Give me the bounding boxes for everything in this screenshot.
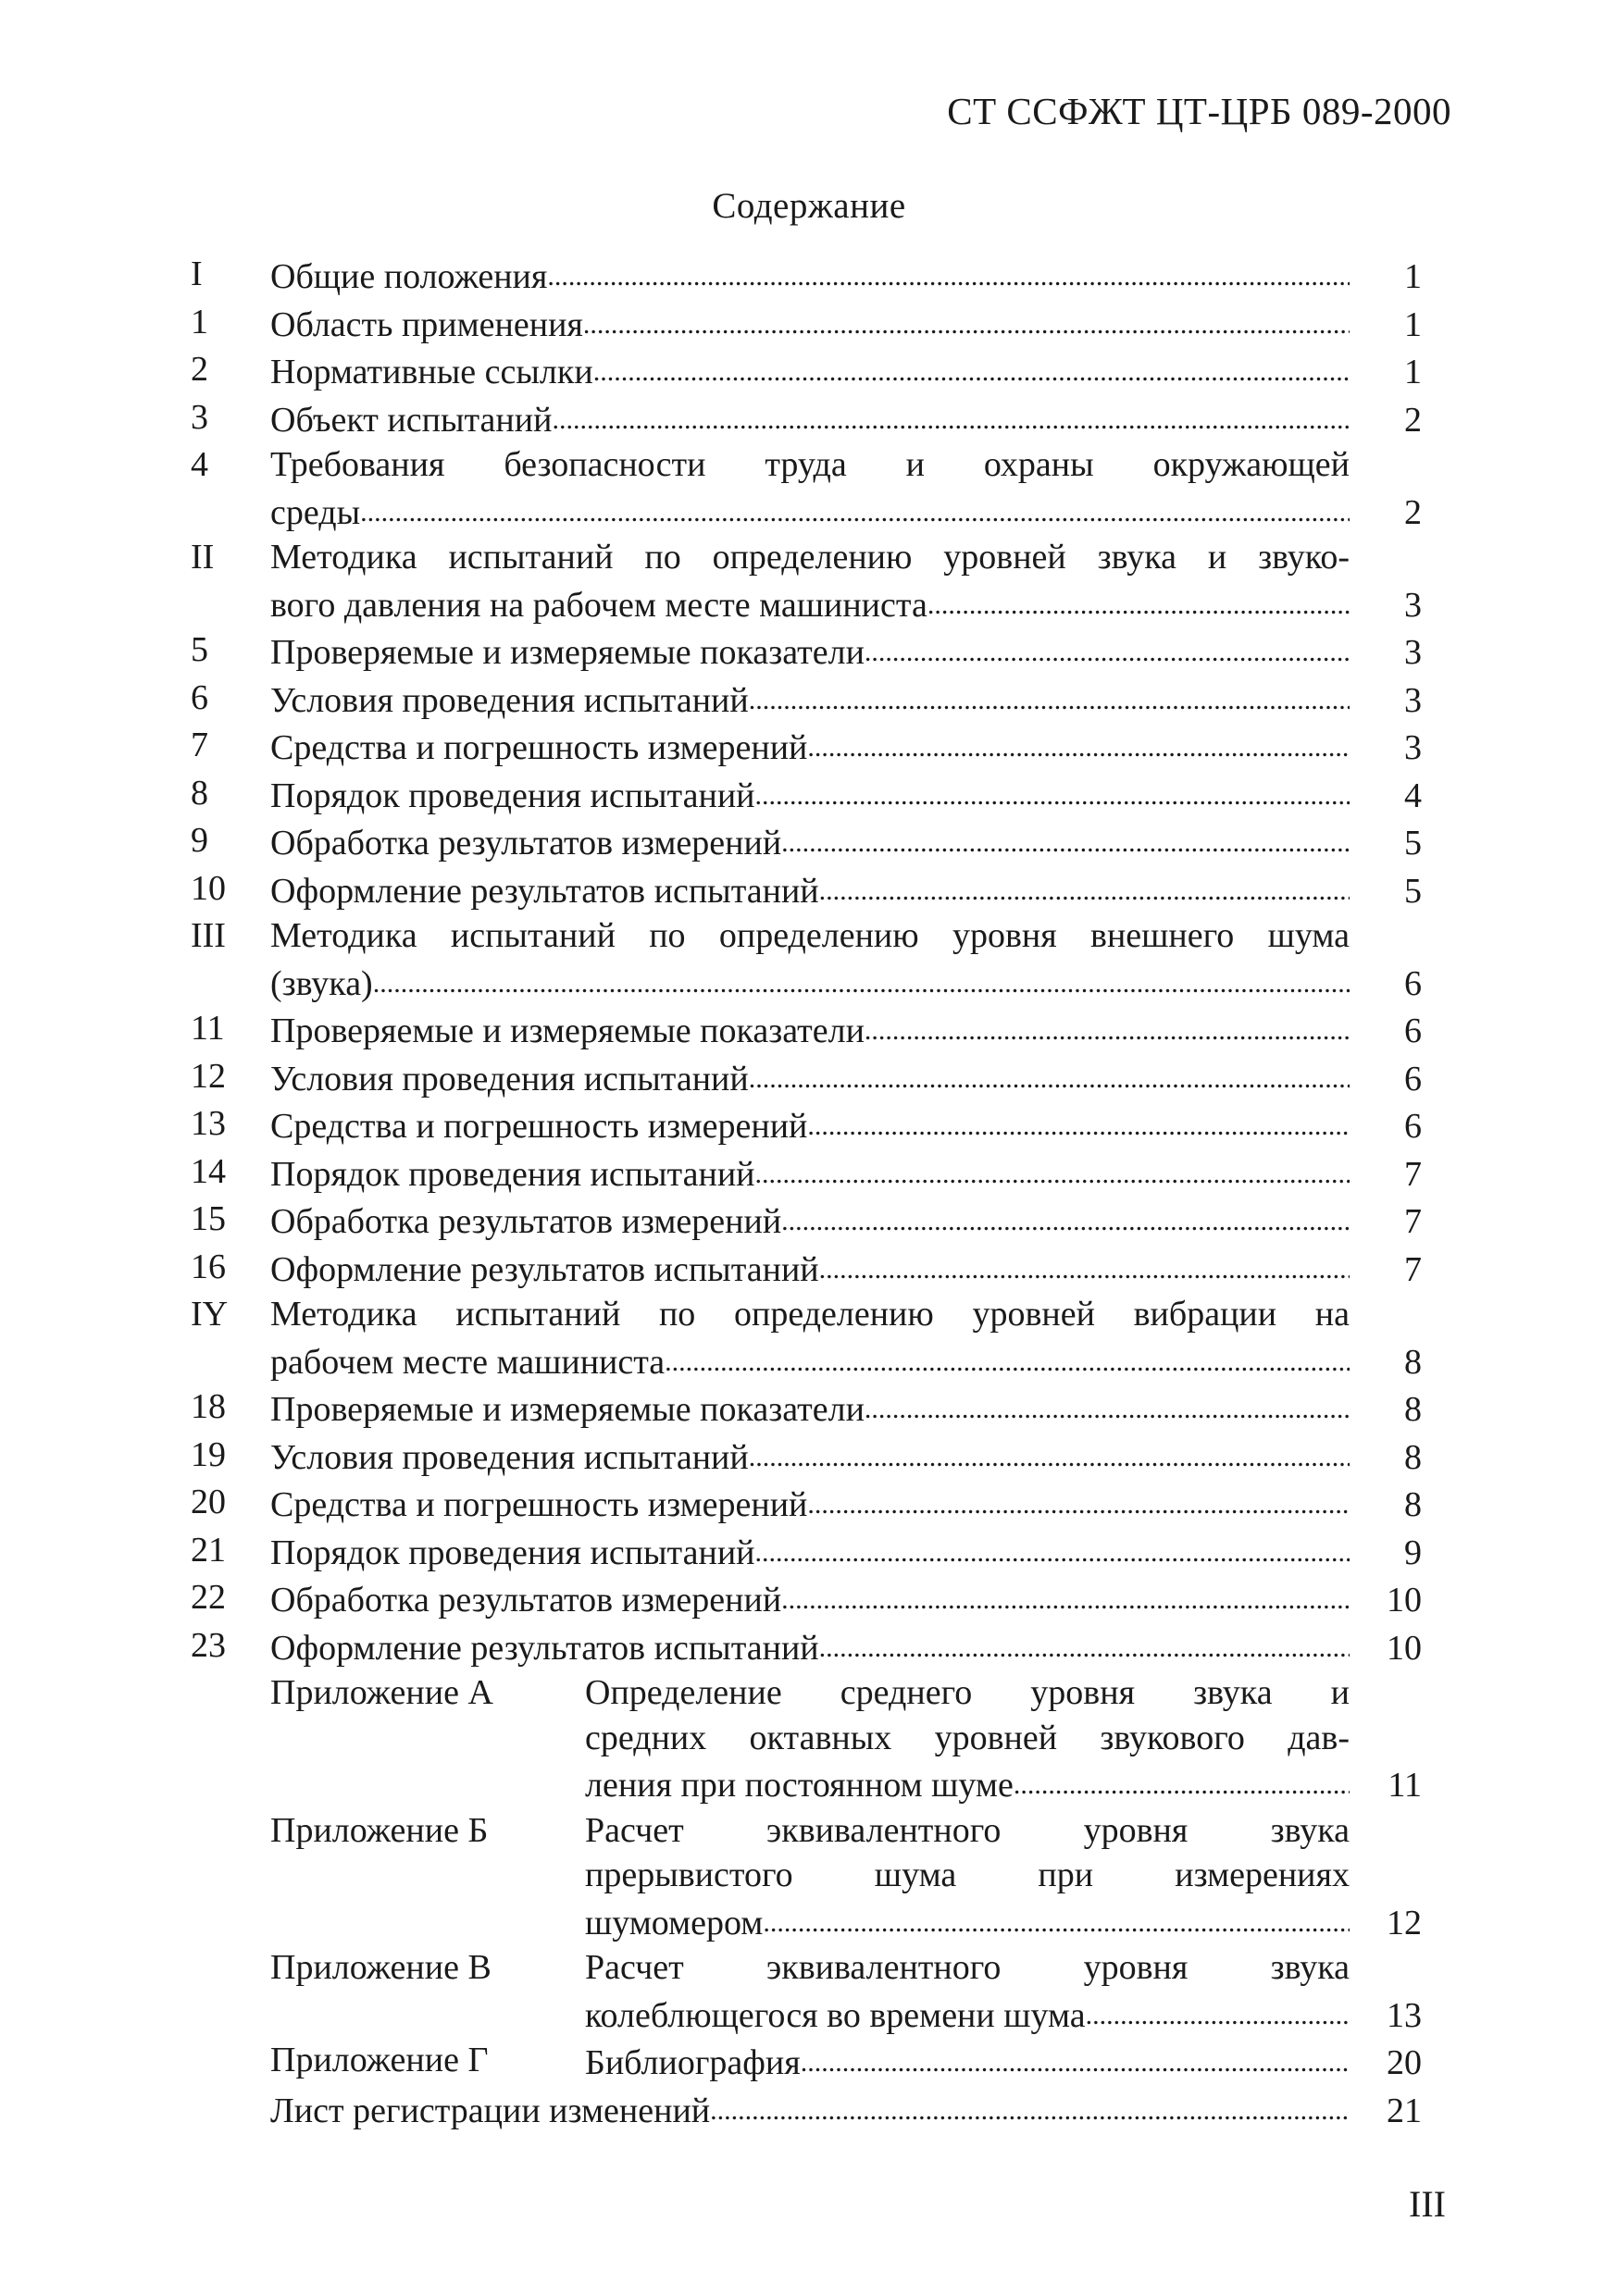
entry-page: 20 bbox=[1387, 2043, 1422, 2082]
entry-page: 3 bbox=[1404, 728, 1422, 767]
entry-page: 13 bbox=[1387, 1995, 1422, 2035]
toc-entry[interactable] bbox=[191, 1433, 1422, 1481]
entry-text bbox=[270, 1245, 1350, 1293]
entry-last-line bbox=[270, 1337, 1350, 1385]
entry-text bbox=[270, 1197, 1350, 1245]
dot-leader bbox=[593, 347, 1350, 395]
entry-body bbox=[270, 676, 1422, 724]
dot-leader bbox=[665, 1337, 1350, 1385]
entry-number: 20 bbox=[191, 1483, 226, 1521]
entry-last-line bbox=[270, 1623, 1350, 1671]
dot-leader bbox=[755, 771, 1350, 819]
dot-leader bbox=[552, 395, 1350, 443]
dot-leader bbox=[360, 488, 1350, 536]
entry-page: 9 bbox=[1404, 1533, 1422, 1572]
entry-number: 5 bbox=[191, 630, 208, 669]
entry-text-line: рабочем месте машиниста bbox=[270, 1342, 666, 1382]
entry-page: 21 bbox=[1387, 2091, 1422, 2130]
entry-body bbox=[270, 1575, 1422, 1623]
entry-last-line bbox=[270, 1101, 1350, 1149]
changes-sheet-body bbox=[270, 2086, 1422, 2134]
entry-last-line bbox=[270, 2086, 1350, 2134]
entry-number: 6 bbox=[191, 677, 208, 717]
entry-page: 5 bbox=[1404, 871, 1422, 911]
entry-page: 2 bbox=[1404, 400, 1422, 440]
entry-number: 16 bbox=[191, 1247, 226, 1286]
entry-page: 6 bbox=[1404, 1011, 1422, 1050]
entry-page: 6 bbox=[1404, 963, 1422, 1003]
dot-leader bbox=[755, 1149, 1350, 1198]
entry-body bbox=[270, 252, 1422, 300]
entry-text bbox=[585, 1945, 1350, 2038]
entry-page: 12 bbox=[1387, 1903, 1422, 1942]
entry-last-line bbox=[270, 580, 1350, 628]
entry-last-line bbox=[270, 866, 1350, 914]
entry-page: 3 bbox=[1404, 680, 1422, 720]
toc-entry[interactable] bbox=[191, 818, 1422, 866]
entry-text-line: ления при постоянном шуме bbox=[585, 1766, 1014, 1805]
entry-last-line bbox=[270, 959, 1350, 1007]
entry-text-line: Библиография bbox=[585, 2043, 801, 2082]
entry-text-line: Методика испытаний по определению уровней вибрации на bbox=[270, 1295, 1350, 1334]
entry-number: IY bbox=[191, 1295, 229, 1334]
entry-text-line: Оформление результатов испытаний bbox=[270, 1249, 819, 1289]
entry-text bbox=[270, 818, 1350, 866]
dot-leader bbox=[373, 959, 1350, 1007]
dot-leader bbox=[755, 1528, 1350, 1576]
entry-text bbox=[270, 1575, 1350, 1623]
entry-text bbox=[270, 1384, 1350, 1433]
toc-entry[interactable] bbox=[191, 723, 1422, 771]
entry-text bbox=[270, 535, 1350, 627]
entry-body bbox=[270, 818, 1422, 866]
entry-last-line bbox=[270, 488, 1350, 536]
toc-entry[interactable] bbox=[191, 1575, 1422, 1623]
toc-appendix-entry[interactable] bbox=[191, 1808, 1422, 1946]
entry-body bbox=[270, 1197, 1422, 1245]
toc-appendix-entry[interactable] bbox=[191, 1670, 1422, 1808]
entry-last-line bbox=[270, 1006, 1350, 1054]
entry-text bbox=[270, 1480, 1350, 1528]
entry-last-line bbox=[270, 1575, 1350, 1623]
entry-text-line: Нормативные ссылки bbox=[270, 353, 593, 391]
entry-body bbox=[270, 1623, 1422, 1671]
entry-body bbox=[270, 1480, 1422, 1528]
entry-text bbox=[585, 1670, 1350, 1808]
entry-body bbox=[270, 1528, 1422, 1576]
appendix-body bbox=[270, 1945, 1422, 2038]
toc-entry[interactable] bbox=[191, 1384, 1422, 1433]
entry-page: 3 bbox=[1404, 585, 1422, 625]
entry-body bbox=[270, 442, 1422, 535]
entry-page: 8 bbox=[1404, 1342, 1422, 1382]
entry-page: 7 bbox=[1404, 1202, 1422, 1241]
dot-leader bbox=[710, 2086, 1350, 2134]
entry-body bbox=[270, 1433, 1422, 1481]
toc-title: Содержание bbox=[712, 186, 906, 226]
entry-text bbox=[270, 300, 1350, 348]
toc-entry[interactable] bbox=[191, 1292, 1422, 1384]
entry-page: 1 bbox=[1404, 257, 1422, 296]
entry-page: 10 bbox=[1387, 1628, 1422, 1668]
entry-text-line: колеблющегося во времени шума bbox=[585, 1995, 1086, 2035]
entry-text-line: Требования безопасности труда и охраны окружающей bbox=[270, 445, 1350, 484]
toc-entry[interactable] bbox=[191, 252, 1422, 300]
entry-text-line: Порядок проведения испытаний bbox=[270, 1533, 755, 1572]
toc-entry[interactable] bbox=[191, 1480, 1422, 1528]
entry-last-line bbox=[270, 627, 1350, 676]
entry-page: 8 bbox=[1404, 1485, 1422, 1524]
dot-leader bbox=[781, 1575, 1350, 1623]
entry-body bbox=[270, 535, 1422, 627]
entry-last-line bbox=[270, 300, 1350, 348]
entry-text-line: Порядок проведения испытаний bbox=[270, 776, 755, 815]
entry-number: 4 bbox=[191, 445, 208, 484]
entry-text-line: Оформление результатов испытаний bbox=[270, 1628, 819, 1668]
appendix-body bbox=[270, 1808, 1422, 1946]
dot-leader bbox=[1014, 1760, 1350, 1808]
entry-page: 1 bbox=[1404, 304, 1422, 344]
dot-leader bbox=[865, 1384, 1350, 1433]
entry-number: 8 bbox=[191, 773, 208, 813]
appendix-label: Приложение Б bbox=[270, 1810, 489, 1850]
entry-last-line bbox=[270, 1245, 1350, 1293]
entry-page: 5 bbox=[1404, 824, 1422, 863]
entry-text bbox=[270, 866, 1350, 914]
dot-leader bbox=[749, 676, 1350, 724]
entry-body bbox=[270, 395, 1422, 443]
dot-leader bbox=[583, 300, 1350, 348]
dot-leader bbox=[1086, 1991, 1350, 2039]
toc-entry[interactable] bbox=[191, 866, 1422, 914]
entry-number: 21 bbox=[191, 1530, 226, 1570]
entry-text-line: Средства и погрешность измерений bbox=[270, 1485, 808, 1524]
dot-leader bbox=[781, 818, 1350, 866]
entry-text bbox=[270, 395, 1350, 443]
toc-entry[interactable] bbox=[191, 1054, 1422, 1102]
entry-text-line: Средства и погрешность измерений bbox=[270, 728, 808, 767]
entry-body bbox=[270, 1149, 1422, 1198]
entry-text bbox=[270, 1101, 1350, 1149]
entry-text-line: Общие положения bbox=[270, 257, 548, 296]
entry-text bbox=[270, 1528, 1350, 1576]
entry-body bbox=[270, 627, 1422, 676]
entry-number: I bbox=[191, 254, 203, 293]
entry-body bbox=[270, 866, 1422, 914]
toc-entry[interactable] bbox=[191, 627, 1422, 676]
entry-text-line: Условия проведения испытаний bbox=[270, 1437, 749, 1477]
entry-number: 10 bbox=[191, 868, 226, 908]
entry-last-line bbox=[270, 1480, 1350, 1528]
table-of-contents bbox=[191, 252, 1422, 2133]
toc-entry[interactable] bbox=[191, 1197, 1422, 1245]
entry-text-line: Расчет эквивалентного уровня звука bbox=[585, 1810, 1350, 1850]
appendix-label: Приложение Г bbox=[270, 2041, 489, 2079]
entry-number: 18 bbox=[191, 1387, 226, 1426]
entry-text bbox=[270, 1623, 1350, 1671]
entry-last-line bbox=[270, 1384, 1350, 1433]
entry-last-line bbox=[585, 2038, 1350, 2086]
appendix-label: Приложение А bbox=[270, 1673, 493, 1712]
entry-number: 1 bbox=[191, 302, 208, 341]
toc-entry[interactable] bbox=[191, 535, 1422, 627]
entry-text-line: Методика испытаний по определению уровней звука и звуко- bbox=[270, 538, 1350, 577]
entry-text-line: Обработка результатов измерений bbox=[270, 1581, 782, 1620]
entry-text-line: Оформление результатов испытаний bbox=[270, 871, 819, 911]
entry-last-line bbox=[270, 347, 1350, 395]
entry-page: 2 bbox=[1404, 492, 1422, 532]
entry-body bbox=[270, 347, 1422, 395]
dot-leader bbox=[807, 1480, 1350, 1528]
appendix-body bbox=[270, 2038, 1422, 2086]
entry-number: 11 bbox=[191, 1009, 225, 1048]
entry-number: 23 bbox=[191, 1625, 226, 1665]
entry-page: 6 bbox=[1404, 1059, 1422, 1098]
entry-page: 4 bbox=[1404, 776, 1422, 815]
entry-last-line bbox=[270, 1433, 1350, 1481]
entry-text-line: вого давления на рабочем месте машиниста bbox=[270, 585, 927, 625]
entry-text-line: Методика испытаний по определению уровня внешнего шума bbox=[270, 916, 1350, 955]
dot-leader bbox=[819, 866, 1350, 914]
entry-number: 22 bbox=[191, 1578, 226, 1617]
toc-entry[interactable] bbox=[191, 442, 1422, 535]
entry-text-line: (звука) bbox=[270, 963, 373, 1003]
toc-entry[interactable] bbox=[191, 1528, 1422, 1576]
entry-page: 10 bbox=[1387, 1581, 1422, 1620]
dot-leader bbox=[927, 580, 1350, 628]
entry-body bbox=[270, 913, 1422, 1006]
entry-text-line: шумомером bbox=[585, 1903, 764, 1942]
entry-body bbox=[270, 300, 1422, 348]
appendix-body bbox=[270, 1670, 1422, 1808]
entry-text-line: Лист регистрации изменений bbox=[270, 2091, 711, 2130]
dot-leader bbox=[547, 252, 1350, 300]
toc-entry[interactable] bbox=[191, 1245, 1422, 1293]
toc-entry[interactable] bbox=[191, 395, 1422, 443]
dot-leader bbox=[865, 627, 1350, 676]
toc-appendix-entry[interactable] bbox=[191, 2038, 1422, 2086]
entry-text-line: Проверяемые и измеряемые показатели bbox=[270, 633, 865, 672]
entry-number: III bbox=[191, 916, 226, 955]
entry-number: 14 bbox=[191, 1151, 226, 1191]
entry-text-line: Проверяемые и измеряемые показатели bbox=[270, 1011, 865, 1050]
entry-text-line: Средства и погрешность измерений bbox=[270, 1107, 808, 1146]
toc-entry[interactable] bbox=[191, 1623, 1422, 1671]
entry-number: 13 bbox=[191, 1104, 226, 1143]
dot-leader bbox=[807, 723, 1350, 771]
toc-changes-sheet-entry[interactable] bbox=[191, 2086, 1422, 2134]
entry-last-line bbox=[270, 818, 1350, 866]
entry-body bbox=[270, 1054, 1422, 1102]
toc-entry[interactable] bbox=[191, 771, 1422, 819]
toc-entry[interactable] bbox=[191, 347, 1422, 395]
entry-text-line: Обработка результатов измерений bbox=[270, 824, 782, 863]
entry-number: 9 bbox=[191, 821, 208, 860]
dot-leader bbox=[763, 1898, 1350, 1946]
entry-last-line bbox=[270, 252, 1350, 300]
entry-text bbox=[270, 1006, 1350, 1054]
entry-last-line bbox=[270, 395, 1350, 443]
entry-text-line: Определение среднего уровня звука и bbox=[585, 1673, 1350, 1712]
entry-text-line: Область применения bbox=[270, 304, 583, 344]
entry-last-line bbox=[585, 1898, 1350, 1946]
entry-text bbox=[270, 627, 1350, 676]
toc-entry[interactable] bbox=[191, 676, 1422, 724]
entry-text bbox=[270, 442, 1350, 535]
entry-page: 7 bbox=[1404, 1154, 1422, 1194]
dot-leader bbox=[807, 1101, 1350, 1149]
entry-page: 6 bbox=[1404, 1107, 1422, 1146]
entry-text-line: средних октавных уровней звукового дав- bbox=[585, 1718, 1350, 1757]
dot-leader bbox=[749, 1433, 1350, 1481]
entry-text bbox=[270, 252, 1350, 300]
toc-entry[interactable] bbox=[191, 1006, 1422, 1054]
entry-text bbox=[270, 347, 1350, 395]
toc-appendix-entry[interactable] bbox=[191, 1945, 1422, 2038]
entry-text bbox=[270, 771, 1350, 819]
dot-leader bbox=[749, 1054, 1350, 1102]
entry-body bbox=[270, 1101, 1422, 1149]
entry-text-line: прерывистого шума при измерениях bbox=[585, 1855, 1350, 1894]
entry-text bbox=[270, 1149, 1350, 1198]
entry-text-line: Объект испытаний bbox=[270, 400, 553, 440]
entry-text bbox=[270, 723, 1350, 771]
dot-leader bbox=[801, 2038, 1350, 2086]
entry-last-line bbox=[585, 1760, 1350, 1808]
entry-text-line: Обработка результатов измерений bbox=[270, 1202, 782, 1241]
entry-text bbox=[585, 1808, 1350, 1946]
entry-text bbox=[270, 676, 1350, 724]
entry-last-line bbox=[270, 1054, 1350, 1102]
entry-text-line: Условия проведения испытаний bbox=[270, 680, 749, 720]
dot-leader bbox=[819, 1623, 1350, 1671]
page-number: III bbox=[1409, 2183, 1446, 2225]
entry-page: 3 bbox=[1404, 633, 1422, 672]
entry-page: 7 bbox=[1404, 1249, 1422, 1289]
entry-last-line bbox=[270, 1197, 1350, 1245]
entry-body bbox=[270, 1384, 1422, 1433]
entry-text bbox=[270, 1054, 1350, 1102]
entry-text-line: Условия проведения испытаний bbox=[270, 1059, 749, 1098]
entry-text bbox=[270, 913, 1350, 1006]
entry-text bbox=[270, 1292, 1350, 1384]
toc-entry[interactable] bbox=[191, 300, 1422, 348]
appendix-label: Приложение В bbox=[270, 1948, 492, 1987]
entry-body bbox=[270, 1006, 1422, 1054]
dot-leader bbox=[865, 1006, 1350, 1054]
entry-text-line: Порядок проведения испытаний bbox=[270, 1154, 755, 1194]
entry-text-line: Расчет эквивалентного уровня звука bbox=[585, 1948, 1350, 1987]
entry-text-line: среды bbox=[270, 492, 361, 532]
entry-last-line bbox=[270, 723, 1350, 771]
entry-text bbox=[585, 2038, 1350, 2086]
entry-text-line: Проверяемые и измеряемые показатели bbox=[270, 1390, 865, 1429]
entry-last-line bbox=[270, 676, 1350, 724]
entry-number: II bbox=[191, 538, 215, 577]
entry-last-line bbox=[270, 1528, 1350, 1576]
dot-leader bbox=[781, 1197, 1350, 1245]
toc-entry[interactable] bbox=[191, 913, 1422, 1006]
document-code: СТ ССФЖТ ЦТ-ЦРБ 089-2000 bbox=[947, 90, 1451, 132]
entry-page: 1 bbox=[1404, 353, 1422, 391]
entry-text bbox=[270, 2086, 1350, 2134]
toc-entry[interactable] bbox=[191, 1149, 1422, 1198]
entry-number: 15 bbox=[191, 1199, 226, 1238]
entry-body bbox=[270, 723, 1422, 771]
entry-page: 11 bbox=[1388, 1766, 1422, 1805]
toc-entry[interactable] bbox=[191, 1101, 1422, 1149]
entry-page: 8 bbox=[1404, 1390, 1422, 1429]
entry-last-line bbox=[270, 771, 1350, 819]
entry-body bbox=[270, 1245, 1422, 1293]
dot-leader bbox=[819, 1245, 1350, 1293]
entry-number: 12 bbox=[191, 1056, 226, 1096]
entry-body bbox=[270, 1292, 1422, 1384]
entry-number: 19 bbox=[191, 1434, 226, 1474]
entry-last-line bbox=[585, 1991, 1350, 2039]
entry-number: 2 bbox=[191, 350, 208, 389]
entry-body bbox=[270, 771, 1422, 819]
entry-number: 7 bbox=[191, 726, 208, 764]
entry-number: 3 bbox=[191, 397, 208, 437]
entry-last-line bbox=[270, 1149, 1350, 1198]
entry-page: 8 bbox=[1404, 1437, 1422, 1477]
entry-text bbox=[270, 1433, 1350, 1481]
